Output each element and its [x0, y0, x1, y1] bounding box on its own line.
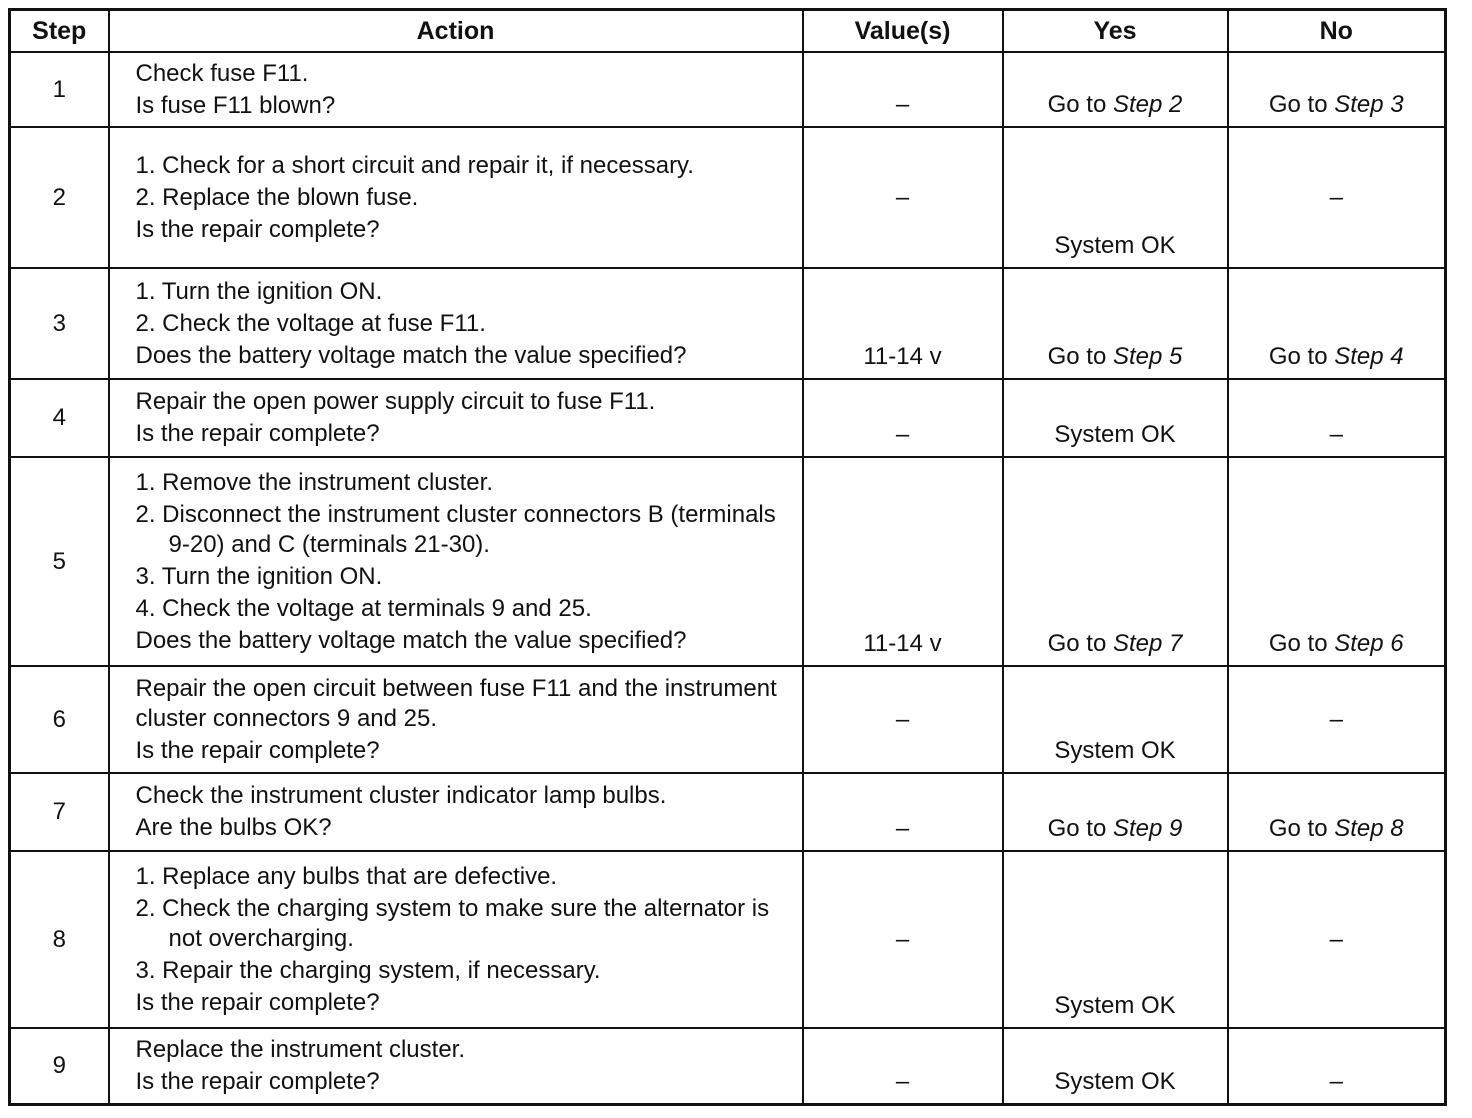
value-cell: – [803, 379, 1003, 457]
step-number: 9 [10, 1028, 109, 1104]
yes-cell [1003, 851, 1228, 1028]
action-list-item: 2. Disconnect the instrument cluster connectors B (terminals 9-20) and C (terminals 21-30). [135, 500, 776, 558]
goto-prefix: Go to [1268, 630, 1335, 657]
value-cell: – [803, 851, 1003, 1028]
header-row [10, 10, 1446, 53]
result-text: System OK [1054, 737, 1176, 764]
step-number: 3 [10, 268, 109, 379]
no-cell [1228, 666, 1446, 773]
step-number: 8 [10, 851, 109, 1028]
result-text: – [1329, 421, 1343, 448]
action-text: Is the repair complete? [135, 420, 380, 447]
action-text: Is the repair complete? [135, 1067, 380, 1095]
result-text: – [1329, 183, 1343, 211]
table-row [10, 773, 1446, 851]
result-text: – [1329, 1067, 1343, 1095]
action-cell [109, 666, 803, 773]
action-text: Check fuse F11. [135, 59, 309, 87]
action-list-item: 3. Repair the charging system, if necessary. [135, 956, 601, 984]
yes-cell [1003, 666, 1228, 773]
table-row [10, 457, 1446, 666]
goto-step-link: Step 2 [1112, 91, 1183, 118]
action-cell [109, 1028, 803, 1104]
yes-cell [1003, 268, 1228, 379]
action-text: Is the repair complete? [135, 736, 380, 764]
value-cell: – [803, 127, 1003, 268]
goto-prefix: Go to [1047, 91, 1113, 118]
value-cell: – [803, 773, 1003, 851]
step-number: 5 [10, 457, 109, 666]
goto-step-link: Step 8 [1334, 815, 1404, 842]
step-number: 7 [10, 773, 109, 851]
table-row [10, 268, 1446, 379]
value-cell: – [803, 1028, 1003, 1104]
result-text: System OK [1054, 232, 1176, 259]
action-text: Is the repair complete? [135, 215, 380, 243]
action-text: Are the bulbs OK? [135, 814, 332, 841]
goto-prefix: Go to [1268, 815, 1335, 842]
action-text: Is fuse F11 blown? [135, 91, 336, 119]
result-text: System OK [1054, 1067, 1176, 1095]
step-number: 2 [10, 127, 109, 268]
yes-cell [1003, 52, 1228, 127]
goto-step-link: Step 3 [1334, 91, 1404, 118]
goto-step-link: Step 6 [1334, 630, 1404, 657]
no-cell [1228, 851, 1446, 1028]
step-number: 6 [10, 666, 109, 773]
action-text: Repair the open circuit between fuse F11 and the instrument cluster connectors 9 and 25. [135, 674, 777, 732]
action-list-item: 4. Check the voltage at terminals 9 and 25. [135, 594, 592, 622]
yes-cell [1003, 379, 1228, 457]
yes-cell [1003, 127, 1228, 268]
goto-step-link: Step 7 [1112, 630, 1183, 657]
action-cell [109, 52, 803, 127]
header-step: Step [10, 10, 109, 53]
header-no: No [1228, 10, 1446, 53]
action-cell [109, 127, 803, 268]
action-list-item: 2. Check the voltage at fuse F11. [135, 309, 486, 337]
table-row [10, 379, 1446, 457]
result-text: System OK [1054, 421, 1176, 448]
result-text: – [1329, 705, 1343, 733]
action-text: Replace the instrument cluster. [135, 1035, 465, 1063]
action-list-item: 1. Replace any bulbs that are defective. [135, 862, 558, 890]
action-list-item: 3. Turn the ignition ON. [135, 562, 383, 590]
diagnostic-table [8, 8, 1447, 1106]
goto-step-link: Step 5 [1112, 343, 1183, 370]
table-row [10, 52, 1446, 127]
yes-cell [1003, 457, 1228, 666]
no-cell [1228, 268, 1446, 379]
action-cell [109, 457, 803, 666]
table-row [10, 1028, 1446, 1104]
action-text: Does the battery voltage match the value specified? [135, 626, 687, 654]
action-list-item: 2. Replace the blown fuse. [135, 183, 419, 211]
yes-cell [1003, 1028, 1228, 1104]
goto-step-link: Step 9 [1112, 815, 1183, 842]
table-row [10, 851, 1446, 1028]
action-text: Repair the open power supply circuit to fuse F11. [135, 388, 656, 415]
diagnostic-table-document [8, 8, 1447, 1106]
value-cell: – [803, 52, 1003, 127]
table-row [10, 127, 1446, 268]
table-row [10, 666, 1446, 773]
goto-prefix: Go to [1047, 343, 1113, 370]
no-cell [1228, 127, 1446, 268]
action-cell [109, 268, 803, 379]
result-text: – [1329, 925, 1343, 953]
action-list-item: 1. Remove the instrument cluster. [135, 468, 493, 496]
action-cell [109, 851, 803, 1028]
step-number: 1 [10, 52, 109, 127]
action-list-item: 1. Turn the ignition ON. [135, 277, 383, 305]
step-number: 4 [10, 379, 109, 457]
action-cell [109, 379, 803, 457]
value-cell: 11-14 v [803, 268, 1003, 379]
action-list-item: 2. Check the charging system to make sure the alternator is not overcharging. [135, 894, 770, 952]
no-cell [1228, 52, 1446, 127]
no-cell [1228, 379, 1446, 457]
value-cell: 11-14 v [803, 457, 1003, 666]
goto-step-link: Step 4 [1334, 343, 1404, 370]
goto-prefix: Go to [1047, 630, 1113, 657]
action-list-item: 1. Check for a short circuit and repair it, if necessary. [135, 151, 694, 179]
result-text: System OK [1054, 992, 1176, 1019]
value-cell: – [803, 666, 1003, 773]
action-text: Check the instrument cluster indicator lamp bulbs. [135, 782, 667, 809]
goto-prefix: Go to [1268, 91, 1335, 118]
no-cell [1228, 457, 1446, 666]
action-cell [109, 773, 803, 851]
yes-cell [1003, 773, 1228, 851]
action-text: Is the repair complete? [135, 988, 380, 1016]
header-yes: Yes [1003, 10, 1228, 53]
action-text: Does the battery voltage match the value specified? [135, 341, 687, 369]
no-cell [1228, 773, 1446, 851]
no-cell [1228, 1028, 1446, 1104]
goto-prefix: Go to [1047, 815, 1113, 842]
goto-prefix: Go to [1268, 343, 1335, 370]
header-values: Value(s) [803, 10, 1003, 53]
header-action: Action [109, 10, 803, 53]
